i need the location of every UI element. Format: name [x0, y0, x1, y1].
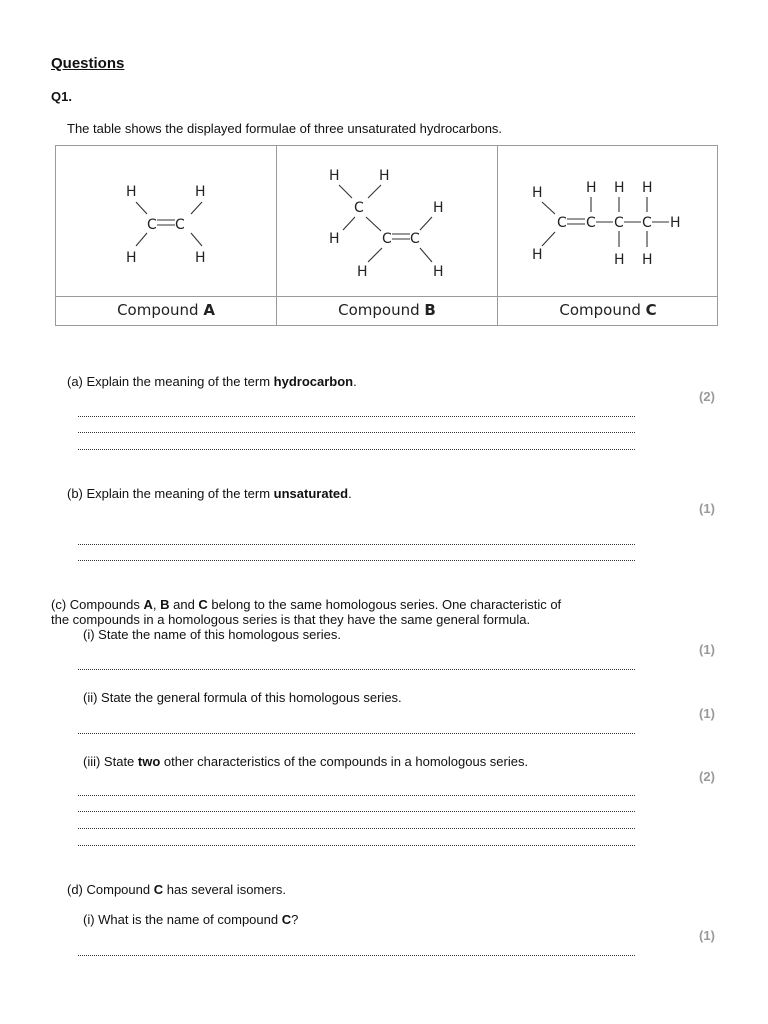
atom-h: H	[642, 180, 653, 196]
atom-c: C	[557, 215, 567, 231]
atom-h: H	[670, 215, 681, 231]
answer-line[interactable]	[78, 669, 635, 670]
atom-c: C	[410, 231, 420, 247]
bond	[343, 217, 355, 230]
bond	[136, 202, 147, 214]
marks-d-i: (1)	[699, 928, 715, 943]
atom-c: C	[382, 231, 392, 247]
compound-c-caption: Compound C	[559, 301, 657, 319]
atom-h: H	[126, 250, 137, 266]
atom-h: H	[329, 168, 340, 184]
question-intro: The table shows the displayed formulae of three unsaturated hydrocarbons.	[67, 121, 503, 136]
bond	[366, 217, 381, 231]
atom-h: H	[614, 180, 625, 196]
page-title: Questions	[51, 55, 125, 72]
answer-line[interactable]	[78, 955, 635, 956]
question-c-text-line2: the compounds in a homologous series is that they have the same general formula.	[51, 612, 531, 627]
answer-line[interactable]	[78, 733, 635, 734]
atom-h: H	[532, 247, 543, 263]
compound-a-caption: Compound A	[117, 301, 215, 319]
marks-b: (1)	[699, 501, 715, 516]
atom-h: H	[195, 250, 206, 266]
answer-line[interactable]	[78, 544, 635, 545]
compound-c-structure	[498, 146, 718, 296]
question-a-text: (a) Explain the meaning of the term hydrocarbon.	[67, 374, 357, 389]
bond	[368, 248, 382, 262]
compound-b-caption: Compound B	[338, 301, 436, 319]
atom-h: H	[532, 185, 543, 201]
question-c-iii-text: (iii) State two other characteristics of the compounds in a homologous series.	[83, 754, 529, 769]
question-d-i-text: (i) What is the name of compound C?	[83, 912, 299, 927]
answer-line[interactable]	[78, 416, 635, 417]
bond	[542, 232, 555, 246]
atom-h: H	[433, 264, 444, 280]
atom-h: H	[329, 231, 340, 247]
marks-c-ii: (1)	[699, 706, 715, 721]
bond	[420, 248, 432, 262]
answer-line[interactable]	[78, 795, 635, 796]
question-c-i-text: (i) State the name of this homologous series.	[83, 627, 341, 642]
bond	[368, 185, 381, 198]
atom-c: C	[614, 215, 624, 231]
bond	[191, 233, 202, 246]
atom-c: C	[642, 215, 652, 231]
bond	[542, 202, 555, 214]
atom-h: H	[433, 200, 444, 216]
answer-line[interactable]	[78, 449, 635, 450]
marks-a: (2)	[699, 389, 715, 404]
question-c-text: (c) Compounds A, B and C belong to the same homologous series. One characteristic of	[51, 597, 562, 612]
bond	[136, 233, 147, 246]
atom-c: C	[175, 217, 185, 233]
marks-c-i: (1)	[699, 642, 715, 657]
answer-line[interactable]	[78, 845, 635, 846]
atom-h: H	[614, 252, 625, 268]
atom-c: C	[147, 217, 157, 233]
compound-b-structure	[277, 146, 497, 296]
atom-h: H	[379, 168, 390, 184]
atom-h: H	[642, 252, 653, 268]
atom-c: C	[586, 215, 596, 231]
answer-line[interactable]	[78, 811, 635, 812]
atom-c: C	[354, 200, 364, 216]
bond	[420, 217, 432, 230]
question-b-text: (b) Explain the meaning of the term unsaturated.	[67, 486, 352, 501]
bond	[191, 202, 202, 214]
atom-h: H	[357, 264, 368, 280]
marks-c-iii: (2)	[699, 769, 715, 784]
compound-a-structure	[56, 146, 276, 296]
answer-line[interactable]	[78, 828, 635, 829]
atom-h: H	[126, 184, 137, 200]
question-number: Q1.	[51, 89, 72, 104]
question-c-ii-text: (ii) State the general formula of this homologous series.	[83, 690, 402, 705]
atom-h: H	[586, 180, 597, 196]
formulae-table	[55, 145, 718, 326]
question-d-text: (d) Compound C has several isomers.	[67, 882, 286, 897]
atom-h: H	[195, 184, 206, 200]
answer-line[interactable]	[78, 432, 635, 433]
answer-line[interactable]	[78, 560, 635, 561]
bond	[339, 185, 352, 198]
